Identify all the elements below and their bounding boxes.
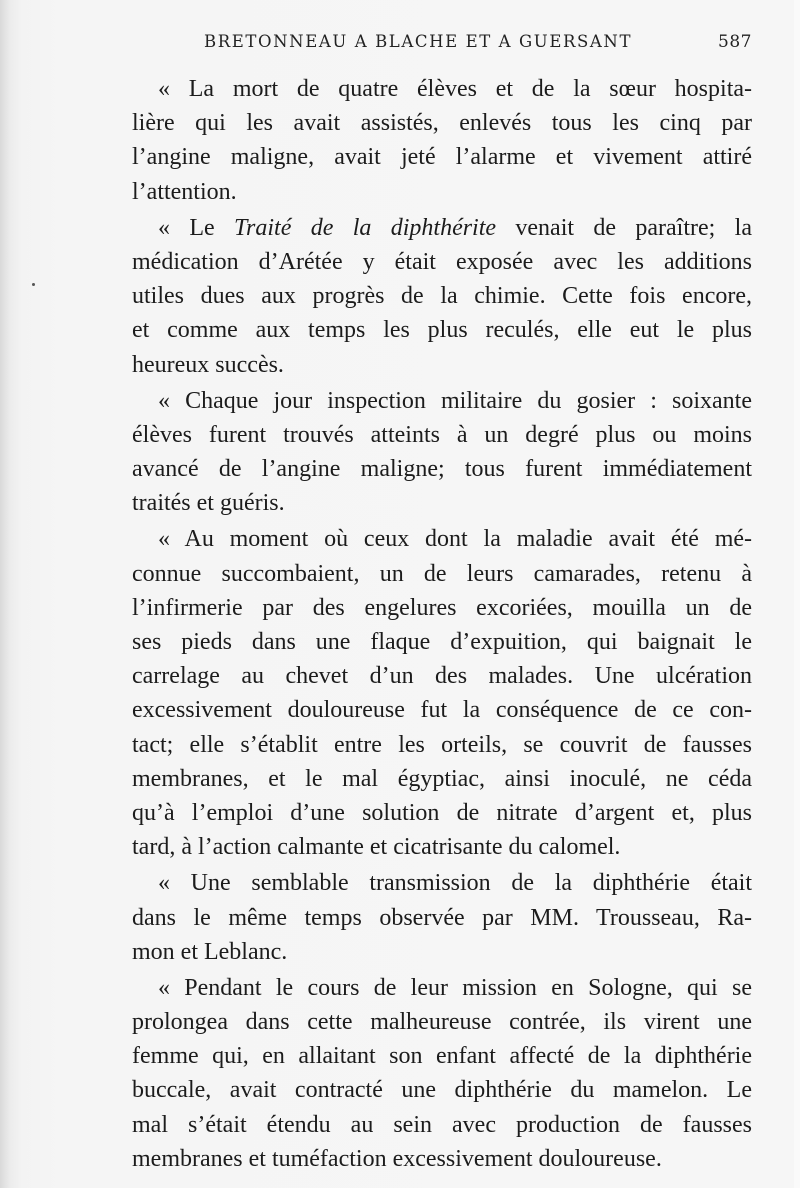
text-line: « Au moment où ceux dont la maladie avait été mé- xyxy=(158,526,752,553)
text-line: prolongea dans cette malheureuse contrée, ils virent une xyxy=(132,1009,752,1036)
text-line: « Chaque jour inspection militaire du gosier : soixante xyxy=(158,387,752,414)
page-header xyxy=(132,30,752,60)
paragraph xyxy=(132,971,752,1176)
text-line: avancé de l’angine maligne; tous furent immédiatement xyxy=(132,456,752,483)
text-run: venait de paraître; la xyxy=(496,214,752,241)
text-line: heureux succès. xyxy=(132,351,284,378)
text-run: « Le xyxy=(158,214,235,241)
paragraph xyxy=(132,72,752,209)
text-line: membranes, et le mal égyptiac, ainsi inoculé, ne céda xyxy=(132,765,752,792)
text-line: l’infirmerie par des engelures excoriées, mouilla un de xyxy=(132,594,752,621)
text-line: traités et guéris. xyxy=(132,490,285,517)
text-line: membranes et tuméfaction excessivement douloureuse. xyxy=(132,1145,662,1172)
text-line: l’angine maligne, avait jeté l’alarme et vivement attiré xyxy=(132,144,752,171)
text-line: « Une semblable transmission de la diphthérie était xyxy=(158,870,752,897)
text-line: « Pendant le cours de leur mission en Sologne, qui se xyxy=(158,974,752,1001)
text-line: tact; elle s’établit entre les orteils, se couvrit de fausses xyxy=(132,731,752,758)
book-title-italic: Traité de la diphthérite xyxy=(234,214,497,241)
running-title: BRETONNEAU A BLACHE ET A GUERSANT xyxy=(204,32,633,51)
paragraph xyxy=(132,522,752,864)
text-line: élèves furent trouvés atteints à un degré plus ou moins xyxy=(132,421,752,448)
text-line: mal s’était étendu au sein avec production de fausses xyxy=(132,1111,752,1138)
text-line: connue succombaient, un de leurs camarades, retenu à xyxy=(132,560,752,587)
text-line: « La mort de quatre élèves et de la sœur hospita- xyxy=(158,76,752,102)
text-line: femme qui, en allaitant son enfant affecté de la diphthérie xyxy=(132,1043,752,1070)
text-line xyxy=(132,211,752,245)
body-text xyxy=(132,72,752,1176)
paragraph xyxy=(132,211,752,382)
text-line: et comme aux temps les plus reculés, elle eut le plus xyxy=(132,317,752,344)
page-number: 587 xyxy=(718,32,752,52)
text-line: dans le même temps observée par MM. Trousseau, Ra- xyxy=(132,904,752,931)
paragraph xyxy=(132,866,752,969)
text-line: buccale, avait contracté une diphthérie du mamelon. Le xyxy=(132,1077,752,1104)
text-line: excessivement douloureuse fut la conséquence de ce con- xyxy=(132,697,752,724)
text-line: mon et Leblanc. xyxy=(132,938,288,965)
text-line: ses pieds dans une flaque d’expuition, qui baignait le xyxy=(132,629,752,655)
print-speck xyxy=(32,283,35,286)
text-line: lière qui les avait assistés, enlevés tous les cinq par xyxy=(132,110,752,137)
text-line: utiles dues aux progrès de la chimie. Cette fois encore, xyxy=(132,283,752,310)
page-edge xyxy=(794,0,800,1188)
paragraph xyxy=(132,384,752,521)
text-line: médication d’Arétée y était exposée avec les additions xyxy=(132,248,752,275)
text-line: carrelage au chevet d’un des malades. Une ulcération xyxy=(132,663,752,690)
text-line: l’attention. xyxy=(132,178,237,205)
text-line: qu’à l’emploi d’une solution de nitrate d’argent et, plus xyxy=(132,799,752,826)
text-line: tard, à l’action calmante et cicatrisante du calomel. xyxy=(132,834,621,861)
